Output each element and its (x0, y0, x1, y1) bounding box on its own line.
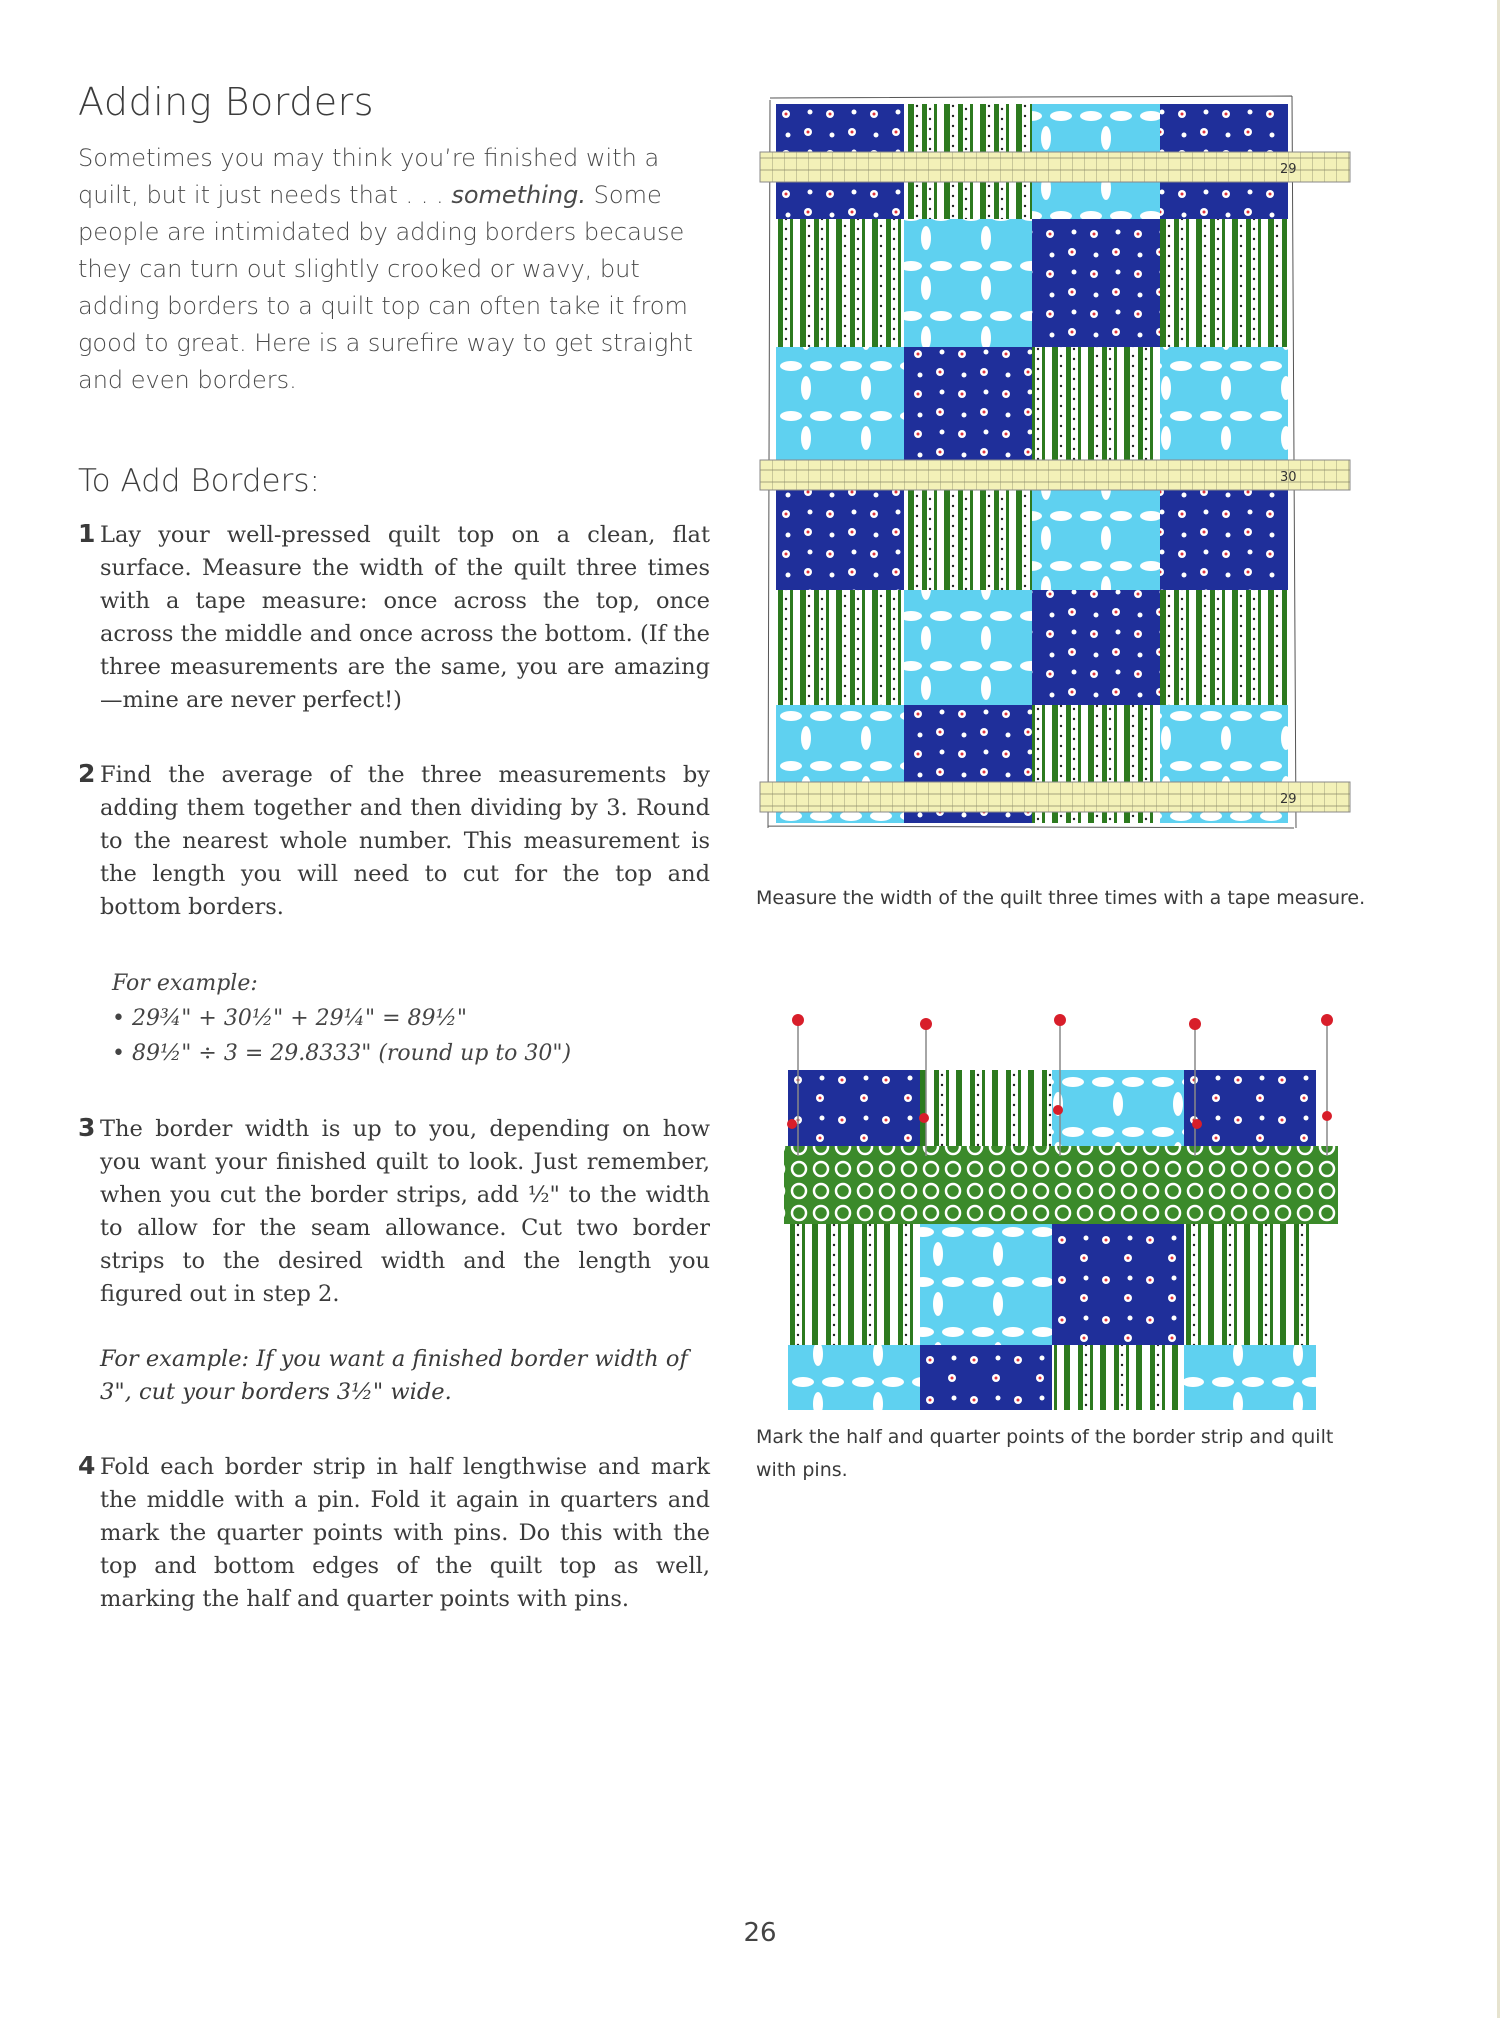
border-strip (784, 1146, 1338, 1224)
intro-text-2: Some people are intimidated by adding borders because they can turn out slightly crooked or wavy, but adding borders to a quilt top can often take it from good to great. Here is a surefire way to get straight and even borders. (78, 181, 693, 394)
step-number: 1 (78, 519, 96, 548)
tape-label: 30 (1280, 470, 1297, 485)
page-title: Adding Borders (78, 80, 375, 124)
text-column (78, 80, 710, 1658)
border-pinning-illustration (778, 1006, 1338, 1406)
step-2 (78, 759, 710, 924)
step-number: 3 (78, 1113, 96, 1142)
example-label: For example: (112, 971, 258, 996)
step-4 (78, 1451, 710, 1616)
intro-paragraph (78, 140, 710, 399)
step-text: Fold each border strip in half lengthwise and mark the middle with a pin. Fold it again in quarters and mark the quarter points with pins. Do this with the top and bottom edges of the quilt top as well, marking the half and quarter points with pins. (100, 1454, 710, 1612)
section-heading: To Add Borders: (78, 463, 320, 499)
intro-emphasis: something. (451, 181, 587, 209)
step-text: Lay your well-pressed quilt top on a clean, flat surface. Measure the width of the quilt three times with a tape measure: once across the top, once across the middle and once across the bottom. (If the three measurements are the same, you are amazing—mine are never perfect!) (100, 522, 710, 713)
example-line: • 29¾" + 30½" + 29¼" = 89½" (112, 1006, 467, 1031)
intro-text-1: Sometimes you may think you’re finished with a quilt, but it just needs that . . . (78, 144, 660, 209)
figure2-caption: Mark the half and quarter points of the border strip and quilt with pins. (756, 1426, 1334, 1481)
tape-label: 29 (1280, 162, 1297, 177)
step-text: The border width is up to you, depending on how you want your finished quilt to look. Just remember, when you cut the border strips, add ½" to the width to allow for the seam allowance. Cut two border strips to the desired width and the length you figured out in step 2. (100, 1116, 710, 1307)
step-number: 4 (78, 1451, 96, 1480)
tape-measure-middle (760, 460, 1350, 490)
tape-measure-top (760, 152, 1350, 182)
figure1-caption: Measure the width of the quilt three times with a tape measure. (756, 887, 1366, 909)
example-line: • 89½" ÷ 3 = 29.8333" (round up to 30") (112, 1041, 572, 1066)
step-1 (78, 519, 710, 717)
step-text: Find the average of the three measurements by adding them together and then dividing by 3. Round to the nearest whole number. This measurement is the length you will need to cut for the top and bottom borders. (100, 762, 710, 920)
pin-icon (1321, 1014, 1333, 1156)
tape-measure-bottom (760, 782, 1350, 812)
quilt-measure-illustration (760, 92, 1297, 852)
step-example: For example: If you want a finished border width of 3", cut your borders 3½" wide. (100, 1346, 688, 1405)
example-block (112, 966, 710, 1071)
page-number: 26 (743, 1918, 777, 1948)
tape-label: 29 (1280, 792, 1297, 807)
step-3 (78, 1113, 710, 1409)
step-number: 2 (78, 759, 96, 788)
